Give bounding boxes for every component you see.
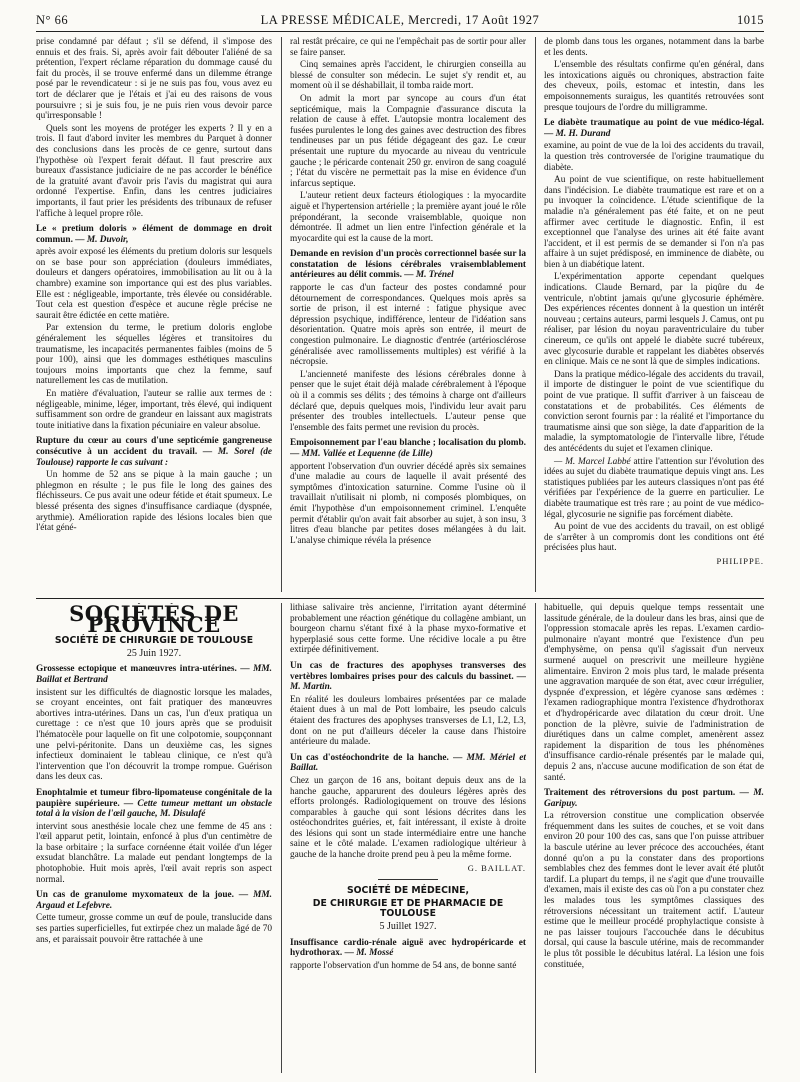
paragraph: Quels sont les moyens de protéger les experts ? Il y en a trois. Il faut d'abord inviter les membres du Parquet à donner des conclusions dans les procès de ce genre, surtout dans l'hypothèse où l'expert ferait défaut. Il faut prescrire aux bureaux d'assistance judiciaire de ne pas accorder le bénéfice de la gratuité avant d'avoir pris l'avis du magistrat qui aura ordonné l'expertise. Enfin, dans les centres judiciaires importants, il faut prier les présidents des tribunaux de refuser l'affiche à lequel propre rôle. xyxy=(36,123,272,219)
paragraph: lithiase salivaire très ancienne, l'irritation ayant déterminé probablement une réaction génétique du collagène ambiant, un bourgeon charnu s'étant fixé à la phase myxo-formative et hyperplasié sous cette forme. Une récidive locale a pu être extirpée définitivement. xyxy=(290,603,526,656)
top-column-3 xyxy=(544,37,764,593)
society-name: DE CHIRURGIE ET DE PHARMACIE DE TOULOUSE xyxy=(312,897,504,920)
article-heading: Le diabète traumatique au point de vue médico-légal. — M. H. Durand xyxy=(544,118,764,139)
society-name: SOCIÉTÉ DE MÉDECINE, xyxy=(346,885,470,897)
section-title: SOCIÉTÉS DE PROVINCE xyxy=(69,603,239,637)
paragraph: En réalité les douleurs lombaires présentées par ce malade étaient dues à un mal de Pott lombaire, les pseudo calculs étaient des fractures des apophyses transverses de L1, L2, L3, dont on ne put d'ailleurs déceler la cause dans l'histoire antérieure du malade. xyxy=(290,694,526,748)
meeting-date: 25 Juin 1927. xyxy=(126,647,182,659)
article-heading: Empoisonnement par l'eau blanche ; localisation du plomb. — MM. Vallée et Lequenne (de Lille) xyxy=(290,438,526,459)
article-heading: Un cas d'ostéochondrite de la hanche. — MM. Mériel et Baillat. xyxy=(290,752,526,774)
bottom-column-1 xyxy=(36,603,272,1073)
paragraph: Un homme de 52 ans se pique à la main gauche ; un phlegmon en résulte ; le pus file le long des gaines des fléchisseurs. Ce pus avait une odeur fétide et était spumeux. Le blessé présenta des signes d'insuffisance cardiaque (dyspnée, arythmie). Amélioration rapide des lésions locales bien que l'état géné- xyxy=(36,470,272,534)
top-column-2 xyxy=(290,37,526,593)
article-heading: Traitement des rétroversions du post partum. — M. Garipuy. xyxy=(544,788,764,809)
paragraph: Cinq semaines après l'accident, le chirurgien conseilla au blessé de consulter son médecin. Le sujet s'y rendit et, au moment où il se déshabillait, il tomba raide mort. xyxy=(290,60,526,92)
article-heading: Un cas de fractures des apophyses transverses des vertèbres lombaires prises pour des calculs du bassinet. — M. Martin. xyxy=(290,660,526,693)
column-divider xyxy=(535,37,536,592)
section-rule xyxy=(36,598,764,599)
paragraph: après avoir exposé les éléments du pretium doloris sur lesquels on se base pour son appréciation (douleurs immédiates, douleurs et dangers opératoires, immobilisation au lit ou à la chambre) examine son importance qui est des plus variables. Elle est : négligeable, importante, très élevée ou considérable. Tout cela est question d'espèce et aucune règle précise ne saurait être édictée en cette matière. xyxy=(36,247,272,321)
header-rule xyxy=(36,31,764,32)
paragraph: Chez un garçon de 16 ans, boitant depuis deux ans de la hanche gauche, apparurent des douleurs légères après des efforts prolongés. Radiologiquement on trouve des lésions comparables à gauche qui sont lésions décrites dans les ostéochondrites guéries, et, fait intéressant, il existe à droite des lésions qui sont un stade intermédiaire entre une hanche saine et le côté malade. L'examen radiologique ultérieur à gauche de la hanche droite prend peu à peu la même forme. xyxy=(290,775,526,861)
paragraph: L'auteur retient deux facteurs étiologiques : la myocardite aiguë et l'hypertension artérielle ; la première ayant joué le rôle prépondérant, la seconde vraisemblable, quoique non démontrée. Il admet un lien entre l'infection générale et la myocardite qui est la cause de la mort. xyxy=(290,191,526,244)
paragraph: L'ensemble des résultats confirme qu'en général, dans les intoxications aiguës ou chroniques, abstraction faite des cheveux, poils, estomac et intestin, dans les empoisonnements suraigus, les quantités retrouvées sont presque toujours de l'ordre du milligramme. xyxy=(544,60,764,113)
paragraph: ral restât précaire, ce qui ne l'empêchait pas de sortir pour aller se faire panser. xyxy=(290,37,526,58)
paragraph: On admit la mort par syncope au cours d'un état septicémique, mais la Compagnie d'assurance discuta la relation de cause à effet. L'autopsie montra localement des fusées purulentes le long des gaines avec destruction des fibres tendineuses par un pus fétide dégageant des gaz. Le cœur présentait une rupture du myocarde au niveau du ventricule gauche ; le péricarde contenait 250 gr. environ de sang coagulé ; l'état du viscère ne permettait pas la mise en évidence d'un infarcus septique. xyxy=(290,93,526,189)
column-divider xyxy=(281,603,282,1073)
folio: 1015 xyxy=(737,13,764,27)
bottom-column-3 xyxy=(544,603,764,1073)
paragraph: Au point de vue des accidents du travail, on est obligé de s'arrêter à un compromis dont les conditions ont été précisées plus haut. xyxy=(544,522,764,554)
bottom-column-2 xyxy=(290,603,526,1073)
paragraph: Dans la pratique médico-légale des accidents du travail, il importe de distinguer le point de vue scientifique du point de vue pratique. Il suffit d'arriver à un faisceau de constatations et de probabilités. Ces éléments de conviction seront fournis par : la réalité et l'importance du traumatisme ainsi que son siège, la date d'apparition de la maladie, la symptomatologie de l'intervalle libre, l'étude des antécédents du sujet et l'examen clinique. xyxy=(544,369,764,454)
paragraph: Au point de vue scientifique, on reste habituellement dans l'indécision. Le diabète traumatique est rare et on a pu invoquer la coïncidence. L'étude scientifique de la maladie n'a généralement pas été faite, et on ne peut affirmer avec certitude le diagnostic. Enfin, il est exceptionnel que l'analyse des urines ait été faite avant l'accident, et il est permis de se demander si l'on n'a pas affaire à un sujet prédisposé, en imminence de diabète, ou bien à un diabétique latent. xyxy=(544,175,764,270)
journal-title: LA PRESSE MÉDICALE, Mercredi, 17 Août 1927 xyxy=(260,13,540,27)
column-divider xyxy=(281,37,282,592)
article-heading: Un cas de granulome myxomateux de la joue. — MM. Argaud et Lefebvre. xyxy=(36,890,272,911)
paragraph: La rétroversion constitue une complication observée fréquemment dans les suites de couches, et se voit dans environ 20 pour 100 des cas, sans que l'on puisse attribuer la bascule utérine au lever précoce des accouchées, étant donné qu'on a pu la constater dans des proportions semblables chez des femmes dont le lever avait été plutôt tardif. La plupart du temps, il ne s'agit que d'une trouvaille d'examen, mais il existe des cas où l'on a pu constater chez les malades tous les symptômes classiques des rétroversions nécessitant un traitement actif. L'auteur estime que le meilleur procédé prophylactique consiste à ne pas laisser toujours l'accouchée dans le décubitus dorsal, qui cause la bascule utérine, mais de recommander le plus tôt possible le décubitus latéral. La lésion une fois constituée, xyxy=(544,811,764,970)
top-column-1 xyxy=(36,37,272,593)
paragraph: L'expérimentation apporte cependant quelques indications. Claude Bernard, par la piqûre du 4e ventricule, n'obtint jamais qu'une glycosurie éphémère. Des expériences récentes donnent à la question un intérêt nouveau ; certains auteurs, parmi lesquels J. Camus, ont pu réaliser, par lésion du noyau paraventriculaire du tuber cinereum, ce qu'ils ont appelé le diabète sucré tubéreux, avec glycosurie durable et rappelant les diabètes observés en clinique. Mais ce ne sont là que de simples indications. xyxy=(544,272,764,368)
paragraph: Par extension du terme, le pretium doloris englobe généralement les séquelles légères et transitoires du traumatisme, les incapacités permanentes faibles (moins de 5 pour 100), ainsi que les dommages esthétiques masculins toujours moins importants que chez la femme, sauf naturellement les cas de mutilation. xyxy=(36,323,272,387)
paragraph: rapporte l'observation d'un homme de 54 ans, de bonne santé xyxy=(290,960,517,971)
article-heading: Demande en revision d'un procès correctionnel basée sur la constatation de lésions cérébrales vraisemblablement antérieures au délit commis. — M. Trénel xyxy=(290,249,526,281)
paragraph: examine, au point de vue de la loi des accidents du travail, la question très controversée de l'origine traumatique du diabète. xyxy=(544,141,764,173)
article-heading: Insuffisance cardio-rénale aiguë avec hydropéricarde et hydrothorax. — M. Mossé xyxy=(290,937,526,959)
paragraph: intervint sous anesthésie locale chez une femme de 45 ans : l'œil apparut petit, lointain, enfoncé à plus d'un centimètre de la base orbitaire ; la surface cornéenne était voilée d'un léger exsudat blanchâtre. La malade eut pendant longtemps de la photophobie. Huit mois après, l'œil avait repris son aspect normal. xyxy=(36,821,272,885)
society-name: SOCIÉTÉ DE CHIRURGIE DE TOULOUSE xyxy=(54,635,254,647)
paragraph: Cette tumeur, grosse comme un œuf de poule, translucide dans ses parties superficielles, fut extirpée chez un malade âgé de 70 ans, et paraissait pouvoir être rattachée à une xyxy=(36,913,272,945)
paragraph: rapporte le cas d'un facteur des postes condamné pour détournement de correspondances. Quelques mois après sa sortie de prison, il est interné : fatigue physique avec dépression psychique, indifférence, lenteur de l'idéation sans désorientation. Quatre mois après son entrée, il meurt de congestion pulmonaire. Le diagnostic d'entrée (artériosclérose généralisée avec ramollissements multiples) est vérifié à la nécropsie. xyxy=(290,283,526,368)
running-header xyxy=(36,13,764,27)
page-number: N° 66 xyxy=(36,13,69,27)
paragraph: L'ancienneté manifeste des lésions cérébrales donne à penser que le sujet était déjà malade cérébralement à l'époque où il a commis ses délits ; des témoins à charge ont d'ailleurs déclaré que, depuis quelques mois, l'individu leur avait paru présenter des troubles intellectuels. L'auteur pense que l'ensemble des faits permet une revision du procès. xyxy=(290,369,526,433)
paragraph: — M. Marcel Labbé attire l'attention sur l'évolution des idées au sujet du diabète traumatique depuis vingt ans. Les statistiques publiées par les auteurs classiques n'ont pas été vérifiées par l'expérience de la guerre en particulier. Le diabète traumatique est très rare ; au point de vue médico-légal, glycosurie ne signifie pas forcément diabète. xyxy=(544,456,764,520)
article-heading: Le « pretium doloris » élément de dommage en droit commun. — M. Duvoir, xyxy=(36,224,272,245)
signature: PHILIPPE. xyxy=(716,555,764,566)
paragraph: prise condamné par défaut ; s'il se défend, il s'impose des ennuis et des frais. Si, après avoir fait débouter l'aliéné de sa prétention, l'expert réclame réparation du dommage causé du fait du procès, il se trouve enfermé dans un dilemme étrange posé par le revendicateur : si je ne suis pas fou, vous avez eu tort de déclarer que je l'étais et j'ai eu des raisons de vous poursuivre ; si je suis fou, je ne puis rien vous devoir parce qu'irresponsable ! xyxy=(36,37,272,122)
article-heading: Grossesse ectopique et manœuvres intra-utérines. — MM. Baillat et Bertrand xyxy=(36,664,272,685)
signature: G. BAILLAT. xyxy=(467,862,526,873)
article-heading: Enophtalmie et tumeur fibro-lipomateuse congénitale de la paupière supérieure. — Cette tumeur mettant un obstacle total à la vision de l'œil gauche, M. Disulafé xyxy=(36,787,272,820)
meeting-date: 5 Juillet 1927. xyxy=(379,921,437,933)
paragraph: de plomb dans tous les organes, notamment dans la barbe et les dents. xyxy=(544,37,764,58)
paragraph: apportent l'observation d'un ouvrier décédé après six semaines d'une maladie au cours de laquelle il avait présenté des symptômes d'intoxication saturnine. Comme l'usine où il travaillait n'utilisait ni plomb, ni composés plombiques, on émit l'hypothèse d'un empoisonnement criminel. L'enquête permit d'établir qu'on avait fait absorber au sujet, à son insu, 3 litres d'eau blanche par petites doses mélangées à du lait. L'analyse chimique révéla la présence xyxy=(290,461,526,546)
paragraph: En matière d'évaluation, l'auteur se rallie aux termes de : négligeable, minime, léger, important, très élevé, qui indiquent suffisamment son ordre de grandeur en laissant aux magistrats toute initiative dans la fixation pécuniaire en valeur absolue. xyxy=(36,389,272,431)
column-divider xyxy=(535,603,536,1073)
paragraph: insistent sur les difficultés de diagnostic lorsque les malades, se croyant enceintes, ont fait pratiquer des manœuvres abortives intra-utérines. Dans un cas, l'un d'eux pratiqua un curettage : ce n'est que 10 jours après que se produisit l'hématocèle pour laquelle on fit une colpotomie, soupçonnant une pelvi-péritonite. Dans un deuxième cas, les signes infectieux dominaient le tableau clinique, ce n'est qu'à l'intervention que l'on découvrit la trompe rompue. Guérison dans les deux cas. xyxy=(36,687,272,783)
article-heading: Rupture du cœur au cours d'une septicémie gangreneuse consécutive à un accident du travail. — M. Sorel (de Toulouse) rapporte le cas suivant : xyxy=(36,436,272,468)
paragraph: habituelle, qui depuis quelque temps ressentait une lassitude générale, de la douleur dans les bras, ainsi que de l'oppression stomacale après les repas. L'examen cardio-pulmonaire n'ayant montré que l'existence d'un peu d'emphysème, on pensa qu'il s'agissait d'un nerveux surmené auquel on prescrivit une meilleure hygiène alimentaire. Environ 2 mois plus tard, le malade présenta une aggravation marquée de son état, avec cœur irrégulier, dyspnée d'expression, et légère cyanose sans œdèmes : l'examen radiographique montra l'existence d'hydrothorax et d'hydropéricarde avec dilatation du cœur droit. Une ponction de la plèvre, suivie de l'administration de diurétiques dans un calme complet, amenèrent assez rapidement la disparition de tous les phénomènes d'insuffisance cardio-rénale présentés par le malade qui, depuis 2 ans, n'accuse aucune modification de son état de santé. xyxy=(544,603,764,783)
divider xyxy=(378,879,438,880)
